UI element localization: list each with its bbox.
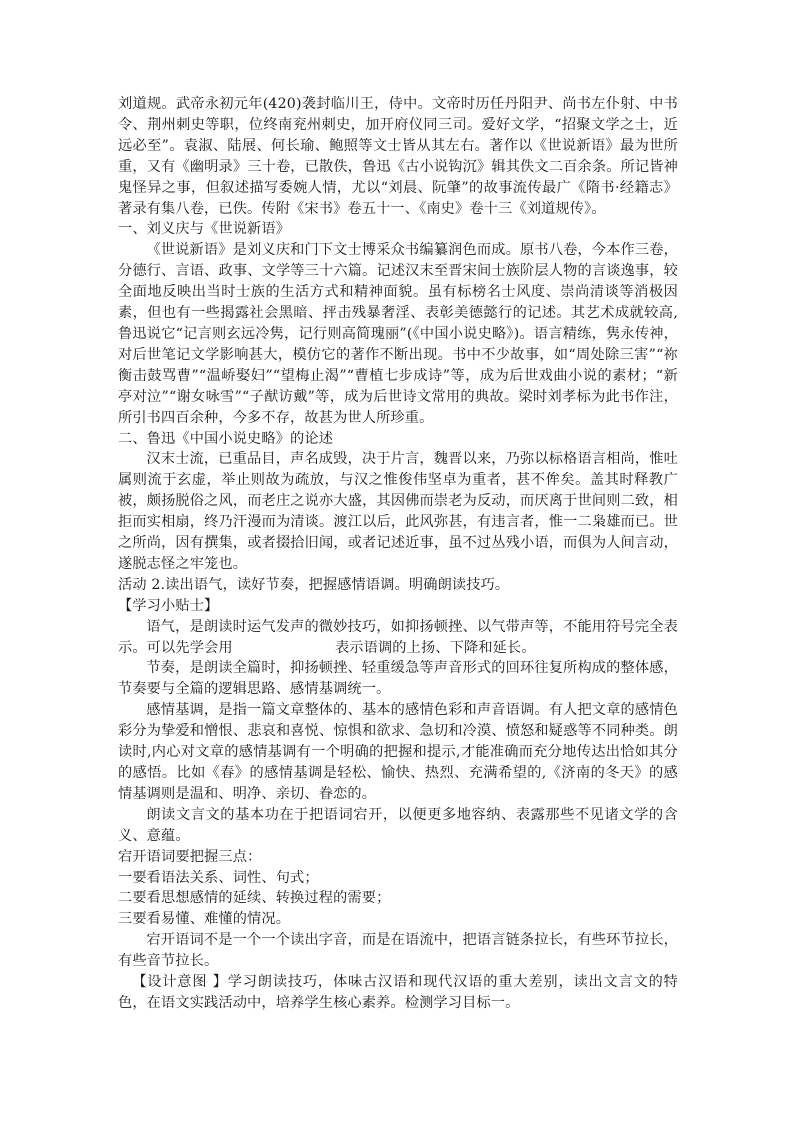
- section2-body: 汉末士流，已重品目，声名成毁，决于片言，魏晋以来，乃弥以标格语言相尚，惟吐属则流于玄虚，举止则故为疏放，与汉之惟俊伟坚卓为重者，甚不侔矣。盖其时释教广被，颇扬脱俗之风，而老庄之说亦大盛，其因佛而崇老为反动，而厌离于世间则二致，相拒而实相扇，终乃汗漫而为清谈。渡江以后，此风弥甚，有违言者，惟一二枭雄而已。世之所尚，因有撰集，或者掇拾旧闻，或者记述近事，虽不过丛残小语，而俱为人间言动，遂脱志怪之牢笼也。: [118, 451, 678, 572]
- three-points-title: 宕开语词要把握三点：: [118, 848, 262, 865]
- tone-paragraph: [118, 617, 678, 659]
- design-intent: 【设计意图 】学习朗读技巧，体味古汉语和现代汉语的重大差别，读出文言文的特色，在语文实践活动中，培养学生核心素养。检测学习目标一。: [118, 974, 678, 1011]
- emotion-paragraph: 感情基调，是指一篇文章整体的、基本的感情色彩和声音语调。有人把文章的感情色彩分为挚爱和憎恨、悲哀和喜悦、惊惧和欲求、急切和冷漠、愤怒和疑惑等不同种类。朗读时,内心对文章的感情基调有一个明确的把握和提示,才能准确而充分地传达出恰如其分的感悟。比如《春》的感情基调是轻松、愉快、热烈、充满希望的,《济南的冬天》的感情基调则是温和、明净、亲切、眷恋的。: [118, 702, 678, 802]
- section1-body: 《世说新语》是刘义庆和门下文士博采众书编纂润色而成。原书八卷，今本作三卷，分德行、言语、政事、文学等三十六篇。记述汉末至晋宋间士族阶层人物的言谈逸事，较全面地反映出当时士族的生活方式和精神面貌。虽有标榜名士风度、崇尚清谈等消极因素，但也有一些揭露社会黑暗、抨击残暴奢淫、表彰美德懿行的记述。其艺术成就较高,鲁迅说它“记言则玄远冷隽，记行则高简瑰丽”(《中国小说史略》)。语言精练，隽永传神，对后世笔记文学影响甚大，模仿它的著作不断出现。书中不少故事，如“周处除三害”“祢衡击鼓骂曹”“温峤娶妇”“望梅止渴”“曹植七步成诗”等，成为后世戏曲小说的素材；“新亭对泣”“谢女咏雪”“子猷访戴”等，成为后世诗文常用的典故。梁时刘孝标为此书作注，所引书四百余种，今多不存，故甚为世人所珍重。: [118, 242, 678, 426]
- basic-paragraph: 朗读文言文的基本功在于把语词宕开，以便更多地容纳、表露那些不见诸文学的含义、意蕴。: [118, 806, 678, 844]
- tone-part1: 语气，是朗读时运气发声的微妙技巧，如抑扬顿挫、以气带声等，不能用符号完全表示。可以先学会用: [118, 618, 678, 656]
- section2-heading: 二、鲁迅《中国小说史略》的论述: [118, 430, 334, 447]
- point-3: 三要看易懂、难懂的情况。: [118, 911, 291, 928]
- section1-heading: 一、刘义庆与《世说新语》: [118, 221, 291, 238]
- point-2: 二要看思想感情的延续、转换过程的需要；: [118, 890, 391, 907]
- document-page: [118, 94, 678, 1014]
- rhythm-paragraph: 节奏，是朗读全篇时，抑扬顿挫、轻重缓急等声音形式的回环往复所构成的整体感，节奏要与全篇的逻辑思路、感情基调统一。: [118, 660, 678, 698]
- activity2-heading: 活动 2.读出语气，读好节奏，把握感情语调。明确朗读技巧。: [118, 576, 510, 593]
- intro-paragraph: 刘道规。武帝永初元年(420)袭封临川王，侍中。文帝时历任丹阳尹、尚书左仆射、中书令、荆州刺史等职，位终南兖州刺史，加开府仪同三司。爱好文学，“招聚文学之士，近远必至”。袁淑、陆展、何长瑜、鲍照等文士皆从其左右。著作以《世说新语》最为世所重，又有《幽明录》三十卷，已散佚，鲁迅《古小说钩沉》辑其佚文二百余条。所记皆神鬼怪异之事，但叙述描写委婉人情，尤以“刘晨、阮肇”的故事流传最广《隋书·经籍志》著录有集八卷，已佚。传附《宋书》卷五十一、《南史》卷十三《刘道规传》。: [118, 96, 678, 217]
- stretch-paragraph: 宕开语词不是一个一个读出字音，而是在语流中，把语言链条拉长，有些环节拉长，有些音节拉长。: [118, 932, 678, 970]
- tone-part2: 表示语调的上扬、下降和延长。: [334, 639, 536, 656]
- tips-title: 【学习小贴士】: [118, 597, 219, 614]
- point-1: 一要看语法关系、词性、句式；: [118, 869, 319, 886]
